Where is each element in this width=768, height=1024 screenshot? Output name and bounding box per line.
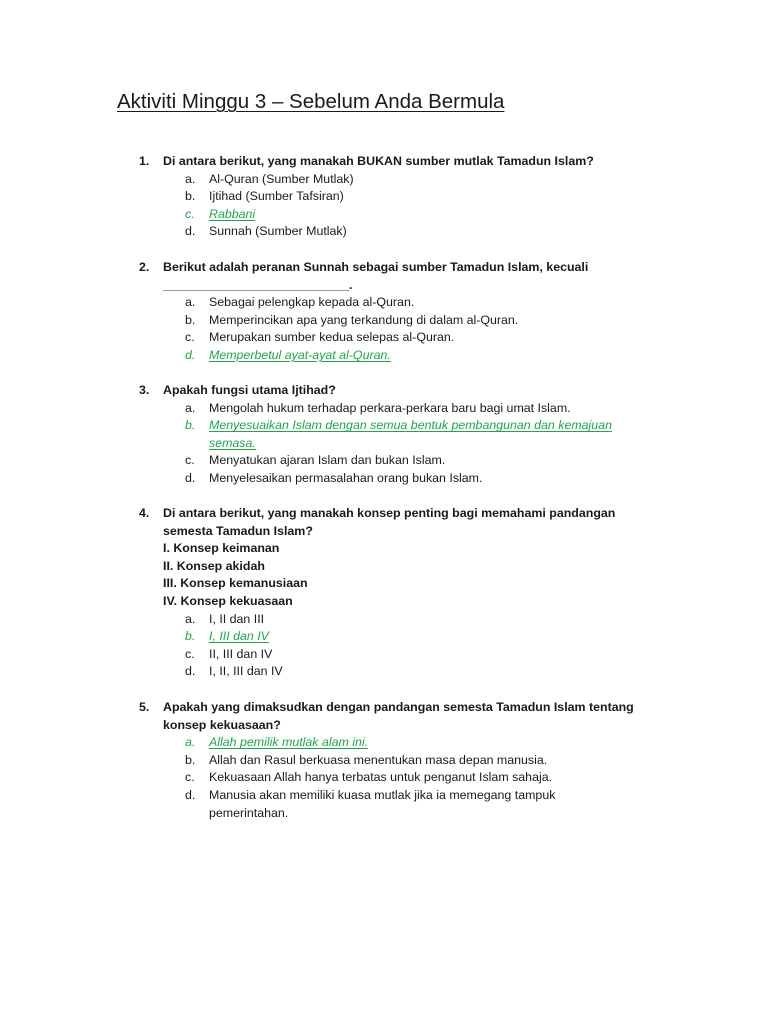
option-d: d. Menyelesaikan permasalahan orang bukan Islam. — [185, 470, 483, 485]
option-c: c. II, III dan IV — [185, 646, 273, 661]
option-b: b. Ijtihad (Sumber Tafsiran) — [185, 189, 344, 204]
question-3 — [139, 382, 659, 488]
option-a: a. Sebagai pelengkap kepada al-Quran. — [185, 295, 415, 310]
premise-ii: II. Konsep akidah — [163, 558, 265, 573]
option-list — [139, 611, 659, 681]
option-a-correct-answer: a. Allah pemilik mutlak alam ini. — [185, 735, 369, 750]
option-c-correct-answer: c. Rabbani — [185, 206, 256, 221]
option-c: c. Menyatukan ajaran Islam dan bukan Islam. — [185, 453, 446, 468]
question-1 — [139, 153, 659, 241]
question-number: 2. — [139, 260, 150, 274]
question-text: Di antara berikut, yang manakah BUKAN sumber mutlak Tamadun Islam? — [163, 154, 594, 168]
option-a: a. I, II dan III — [185, 611, 265, 626]
question-number: 4. — [139, 506, 150, 520]
premise-iii: III. Konsep kemanusiaan — [163, 576, 308, 591]
question-number: 1. — [139, 154, 150, 168]
question-text: Apakah yang dimaksudkan dengan pandangan semesta Tamadun Islam tentang konsep kekuasaan? — [163, 700, 634, 732]
option-b-correct-answer: b. Menyesuaikan Islam dengan semua bentuk pembangunan dan kemajuan semasa. — [185, 418, 612, 450]
premise-i: I. Konsep keimanan — [163, 541, 280, 556]
option-d: d. Manusia akan memiliki kuasa mutlak jika ia memegang tampuk pemerintahan. — [185, 787, 556, 820]
premise-iv: IV. Konsep kekuasaan — [163, 593, 293, 608]
option-d: d. Sunnah (Sumber Mutlak) — [185, 224, 347, 239]
question-text: Apakah fungsi utama Ijtihad? — [163, 383, 336, 397]
option-c: c. Kekuasaan Allah hanya terbatas untuk penganut Islam sahaja. — [185, 770, 553, 785]
answer-blank: ___________________________. — [163, 277, 353, 292]
option-c: c. Merupakan sumber kedua selepas al-Quran. — [185, 330, 455, 345]
option-b-correct-answer: b. I, III dan IV — [185, 629, 269, 644]
question-text: Di antara berikut, yang manakah konsep penting bagi memahami pandangan semesta Tamadun Islam? — [163, 506, 616, 538]
option-d-correct-answer: d. Memperbetul ayat-ayat al-Quran. — [185, 347, 391, 362]
option-d: d. I, II, III dan IV — [185, 664, 283, 679]
question-number: 5. — [139, 700, 150, 714]
option-b: b. Memperincikan apa yang terkandung di dalam al-Quran. — [185, 312, 519, 327]
question-2 — [139, 259, 659, 365]
option-list — [139, 400, 659, 488]
option-a: a. Al-Quran (Sumber Mutlak) — [185, 171, 354, 186]
option-list — [139, 294, 659, 364]
option-list — [139, 171, 659, 241]
question-5 — [139, 699, 659, 822]
question-number: 3. — [139, 383, 150, 397]
option-a: a. Mengolah hukum terhadap perkara-perkara baru bagi umat Islam. — [185, 400, 571, 415]
page-title: Aktiviti Minggu 3 – Sebelum Anda Bermula — [117, 90, 505, 113]
question-4 — [139, 505, 659, 681]
option-b: b. Allah dan Rasul berkuasa menentukan masa depan manusia. — [185, 752, 548, 767]
question-text: Berikut adalah peranan Sunnah sebagai sumber Tamadun Islam, kecuali ___________________________. — [163, 259, 659, 294]
option-list — [139, 734, 659, 822]
